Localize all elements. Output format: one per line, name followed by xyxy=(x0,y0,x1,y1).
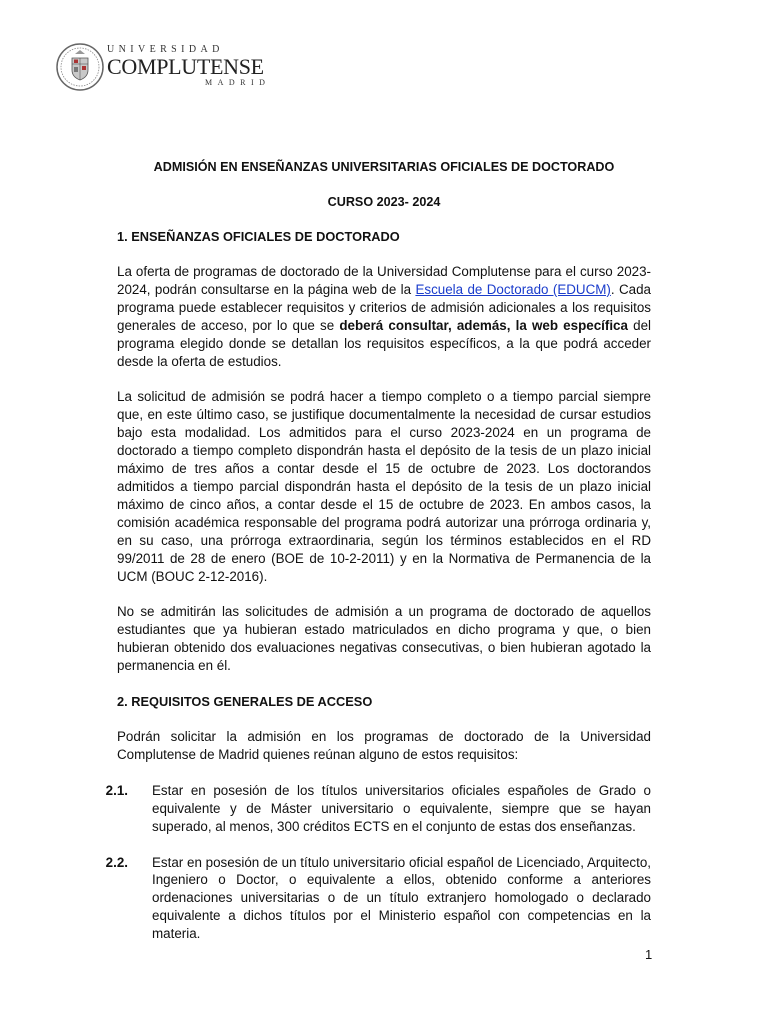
logo-line-madrid: MADRID xyxy=(205,78,271,87)
university-seal-icon xyxy=(55,42,105,92)
page-number: 1 xyxy=(645,947,653,962)
document-body xyxy=(105,158,651,961)
requirement-item xyxy=(105,854,651,944)
requirement-text: Estar en posesión de los títulos universitarios oficiales españoles de Grado o equivalente y de Máster universitario o equivalente, siempre que se hayan superado, al menos, 300 créditos ECTS en el conjunto de estas dos enseñanzas. xyxy=(152,782,651,834)
logo-text xyxy=(107,44,317,88)
university-logo xyxy=(55,42,270,94)
section-1-paragraph-3: No se admitirán las solicitudes de admisión a un programa de doctorado de aquellos estudiantes que ya hubieran estado matriculados en dicho programa y que, o bien hubieran obtenido dos evaluaciones negativas consecutivas, o bien hubieran agotado la permanencia en él. xyxy=(117,604,651,674)
document-title: ADMISIÓN EN ENSEÑANZAS UNIVERSITARIAS OFICIALES DE DOCTORADO xyxy=(153,160,615,174)
section-1-heading: 1. ENSEÑANZAS OFICIALES DE DOCTORADO xyxy=(117,229,400,244)
requirement-text: Estar en posesión de un título universitario oficial español de Licenciado, Arquitecto, Ingeniero o Doctor, o equivalente a ellos, obtenido conforme a anteriores ordenaciones universitarias o de un título extranjero homologado o declarado equivalente a dichos títulos por el Ministerio español con competencias en la materia. xyxy=(152,854,651,942)
paragraph-text: . Cada programa puede establecer requisitos y criterios de admisión adicionales a los requisitos generales de acceso, por lo que se xyxy=(117,281,651,333)
escuela-doctorado-link[interactable]: Escuela de Doctorado (EDUCM) xyxy=(415,281,611,297)
paragraph-bold-text: deberá consultar, además, la web específica xyxy=(339,317,628,333)
requirement-number: 2.1. xyxy=(105,782,128,798)
logo-line-complutense: COMPLUTENSE xyxy=(107,54,264,79)
document-subtitle: CURSO 2023- 2024 xyxy=(327,195,441,209)
section-2-heading: 2. REQUISITOS GENERALES DE ACCESO xyxy=(117,694,373,710)
paragraph-text: del programa elegido donde se detallan los requisitos específicos, a la que podrá acceder desde la oferta de estudios. xyxy=(117,317,651,369)
requirement-number: 2.2. xyxy=(105,854,128,870)
logo-line-university: UNIVERSIDAD xyxy=(107,44,224,55)
paragraph-text: La oferta de programas de doctorado de la Universidad Complutense para el curso 2023-2024, podrán consultarse en la página web de la xyxy=(117,264,651,297)
section-1-paragraph-2: La solicitud de admisión se podrá hacer a tiempo completo o a tiempo parcial siempre que, en este último caso, se justifique documentalmente la necesidad de cursar estudios bajo esta modalidad. Los admitidos para el curso 2023-2024 en un programa de doctorado a tiempo completo dispondrán hasta el depósito de la tesis de un plazo inicial máximo de tres años a contar desde el 15 de octubre de 2023. Los doctorandos admitidos a tiempo parcial dispondrán hasta el depósito de la tesis de un plazo inicial máximo de cinco años, a contar desde el 15 de octubre de 2023. En ambos casos, la comisión académica responsable del programa podrá autorizar una prórroga ordinaria y, en su caso, una prórroga extraordinaria, según los términos establecidos en el RD 99/2011 de 28 de enero (BOE de 10-2-2011) y en la Normativa de Permanencia de la UCM (BOUC 2-12-2016). xyxy=(117,389,651,584)
section-2-intro: Podrán solicitar la admisión en los programas de doctorado de la Universidad Complutense de Madrid quienes reúnan alguno de estos requisitos: xyxy=(117,729,651,762)
section-1-paragraph-1 xyxy=(117,263,651,370)
requirement-item xyxy=(105,782,651,836)
